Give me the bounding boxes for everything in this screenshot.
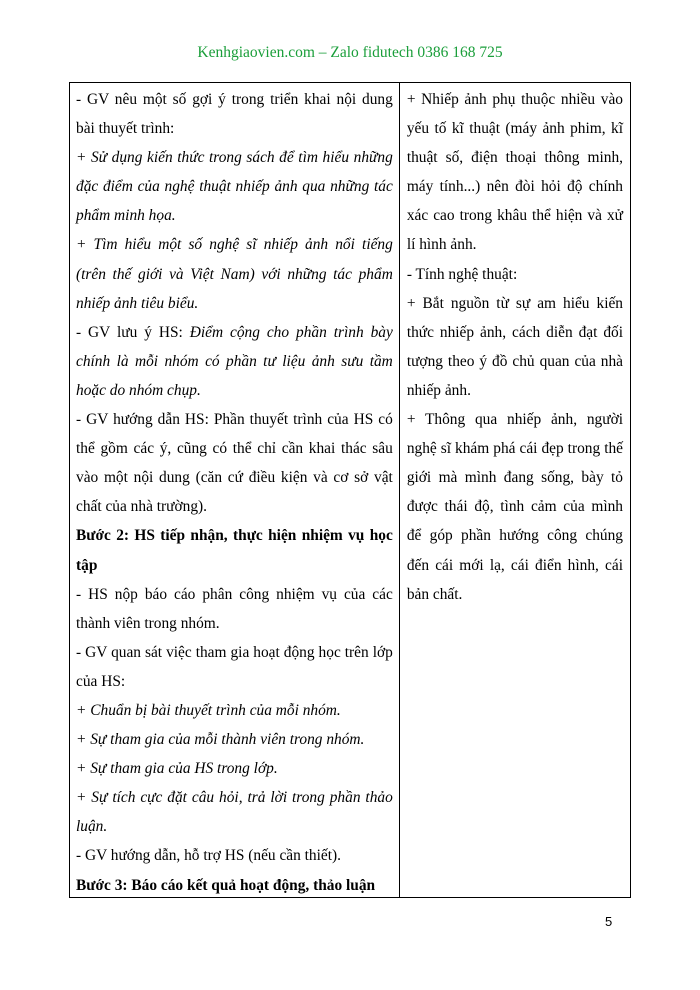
page-header [0, 44, 700, 62]
header-site[interactable]: Kenhgiaovien.com [197, 44, 315, 61]
right-paragraph-1: + Nhiếp ảnh phụ thuộc nhiều vào yếu tố kĩ thuật (máy ảnh phim, kĩ thuật số, điện thoại thông minh, máy tính...) nên đòi hỏi độ chính xác cao trong khâu thể hiện và xử lí hình ảnh. [406, 91, 623, 254]
right-paragraph-2: - Tính nghệ thuật: [406, 265, 518, 283]
right-paragraph-3: + Bắt nguồn từ sự am hiểu kiến thức nhiếp ảnh, cách diễn đạt đối tượng theo ý đồ chủ quan của nhà nhiếp ảnh. [406, 294, 623, 399]
header-contact[interactable]: Zalo fidutech 0386 168 725 [330, 44, 503, 61]
activity-column [70, 83, 400, 897]
left-paragraph-10: + Sự tham gia của HS trong lớp. [76, 760, 278, 778]
left-paragraph-12: - GV hướng dẫn, hỗ trợ HS (nếu cần thiết). [76, 847, 341, 865]
left-paragraph-3: + Tìm hiểu một số nghệ sĩ nhiếp ảnh nổi tiếng (trên thế giới và Việt Nam) với những tác phẩm nhiếp ảnh tiêu biểu. [76, 236, 393, 312]
left-paragraph-4 [76, 318, 393, 405]
result-column [400, 83, 630, 897]
left-paragraph-5: - GV hướng dẫn HS: Phần thuyết trình của HS có thể gồm các ý, cũng có thể chỉ cần khai thác sâu vào một nội dung (căn cứ điều kiện và cơ sở vật chất của nhà trường). [76, 411, 393, 516]
page-number: 5 [605, 914, 613, 929]
header-separator: – [314, 44, 331, 61]
left-paragraph-6: - HS nộp báo cáo phân công nhiệm vụ của các thành viên trong nhóm. [76, 585, 393, 632]
step-3-heading: Bước 3: Báo cáo kết quả hoạt động, thảo luận [76, 876, 376, 894]
left-paragraph-1: - GV nêu một số gợi ý trong triển khai nội dung bài thuyết trình: [76, 91, 393, 138]
left-paragraph-2: + Sử dụng kiến thức trong sách để tìm hiểu những đặc điểm của nghệ thuật nhiếp ảnh qua những tác phẩm minh họa. [76, 149, 393, 225]
left-paragraph-8: + Chuẩn bị bài thuyết trình của mỗi nhóm. [76, 701, 341, 719]
left-paragraph-9: + Sự tham gia của mỗi thành viên trong nhóm. [76, 731, 365, 749]
step-2-heading: Bước 2: HS tiếp nhận, thực hiện nhiệm vụ học tập [76, 527, 393, 574]
right-paragraph-4: + Thông qua nhiếp ảnh, người nghệ sĩ khám phá cái đẹp trong thế giới mà mình đang sống, bày tỏ được thái độ, tình cảm của mình để góp phần hướng công chúng đến cái mới lạ, cái điển hình, cái bản chất. [406, 411, 623, 603]
left-paragraph-7: - GV quan sát việc tham gia hoạt động học trên lớp của HS: [76, 643, 393, 690]
left-paragraph-11: + Sự tích cực đặt câu hỏi, trả lời trong phần thảo luận. [76, 789, 393, 836]
left-paragraph-4-prefix: - GV lưu ý HS: [76, 323, 190, 341]
left-paragraph-4-rest: Điểm cộng cho phần trình bày chính là mỗi nhóm có phần tư liệu ảnh sưu tầm hoặc do nhóm chụp. [76, 323, 393, 399]
lesson-table [69, 82, 631, 898]
